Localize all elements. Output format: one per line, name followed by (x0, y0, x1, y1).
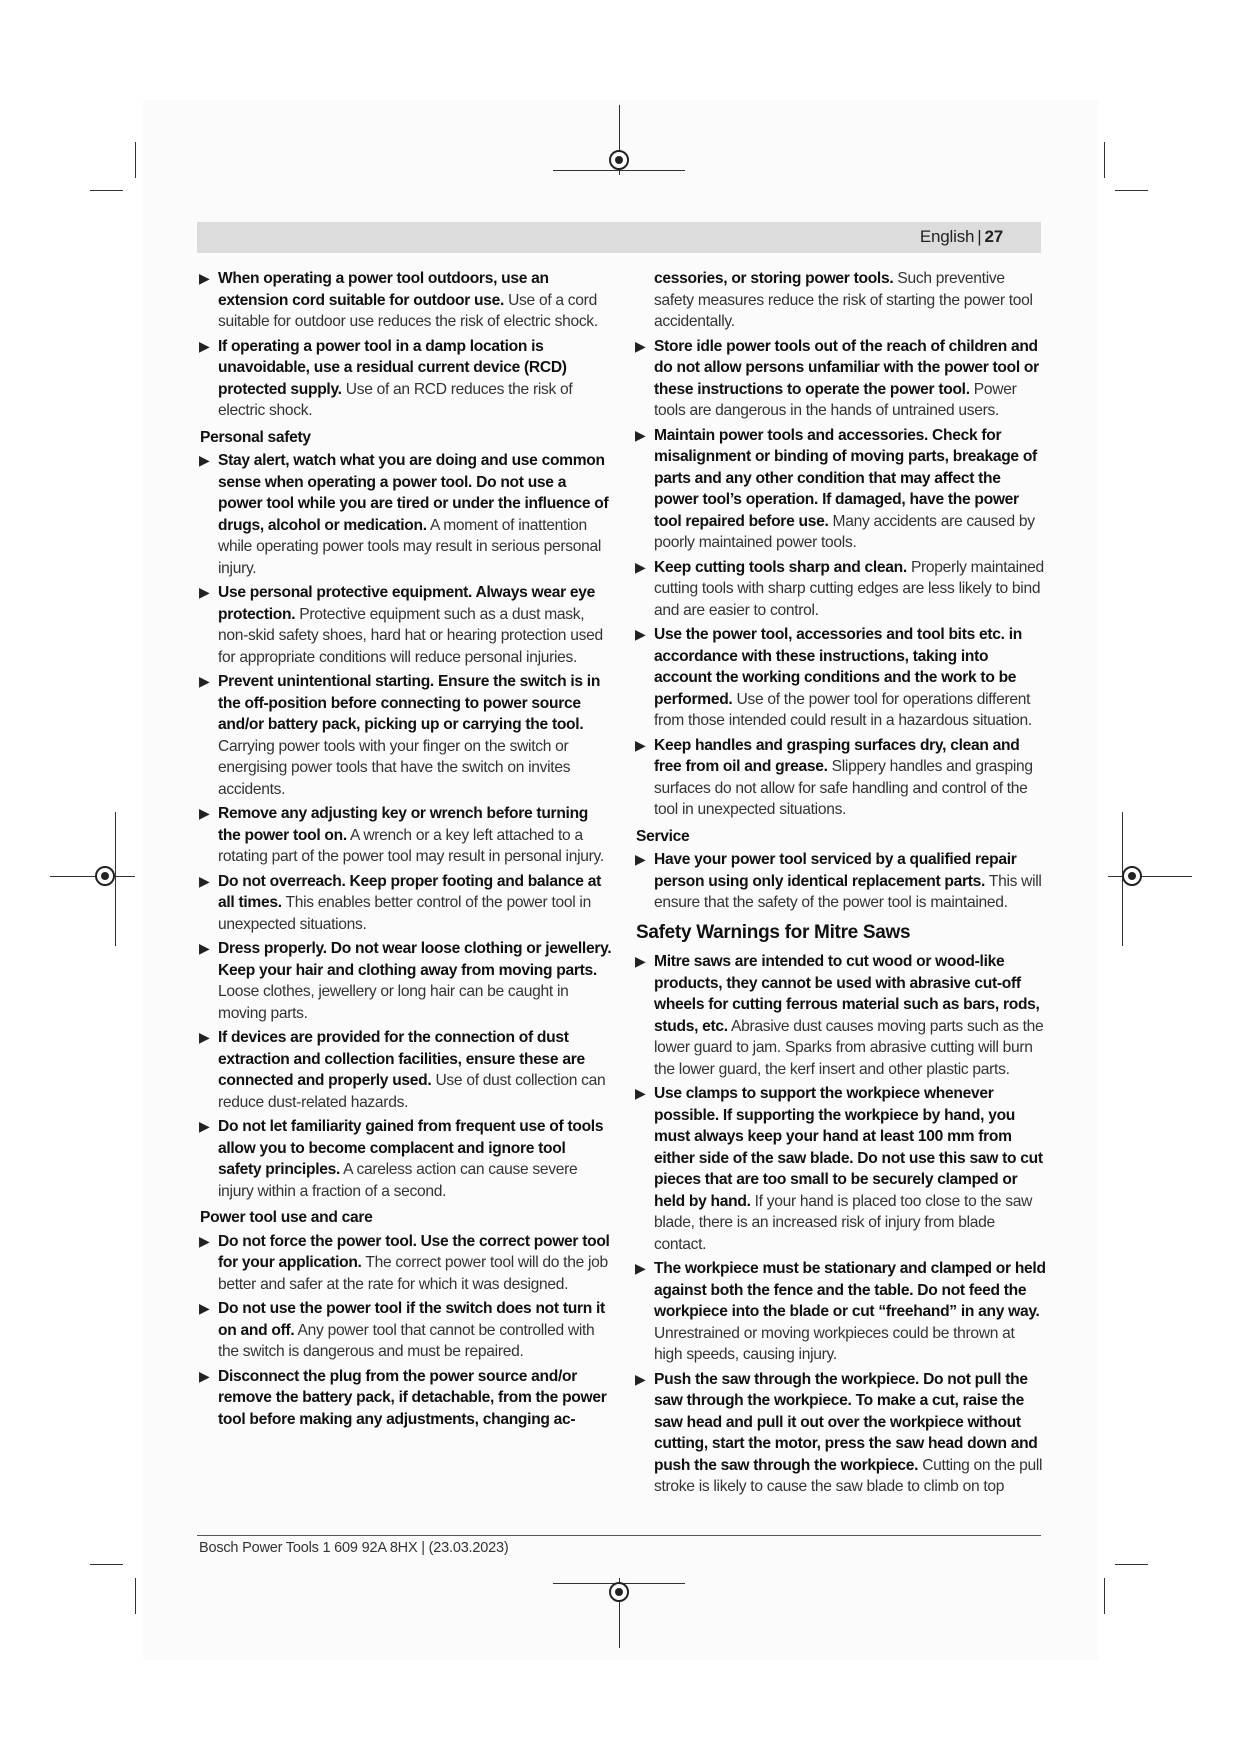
header-language: English (919, 227, 975, 246)
bullet-arrow-icon: ▶ (635, 1085, 646, 1101)
list-item (636, 1083, 1046, 1255)
list-item (636, 624, 1046, 732)
warning-bold-text: Prevent unintentional starting. Ensure the switch is in the off-position before connecting to power source and/or battery pack, picking up or carrying the tool. (218, 673, 601, 733)
header-separator: | (977, 227, 982, 246)
warning-bold-text: Use personal protective equipment. Always wear eye protection. (218, 584, 596, 623)
warning-bold-text: Do not let familiarity gained from frequent use of tools allow you to become complacent and ignore tool safety principles. (218, 1118, 604, 1178)
list-item (636, 951, 1046, 1080)
list-item (200, 1231, 612, 1296)
list-item (200, 1116, 612, 1202)
warning-explanation: Properly maintained cutting tools with sharp cutting edges are less likely to bind and are easier to control. (654, 558, 1044, 619)
bullet-arrow-icon: ▶ (635, 736, 646, 753)
warning-explanation: Many accidents are caused by poorly maintained power tools. (654, 512, 1035, 551)
bullet-arrow-icon: ▶ (199, 1232, 210, 1249)
bullet-arrow-icon: ▶ (199, 872, 210, 889)
list-item (200, 582, 612, 668)
crop-mark (90, 1564, 123, 1565)
warning-explanation: Abrasive dust causes moving parts such as the lower guard to jam. Sparks from abrasive cutting will burn the lower guard, the kerf insert and other plastic parts. (654, 1017, 1044, 1078)
page-number: 27 (984, 227, 1003, 246)
crop-mark (1115, 190, 1148, 191)
bullet-arrow-icon: ▶ (199, 673, 210, 689)
warning-bold-text: Use the power tool, accessories and tool bits etc. in accordance with these instructions, taking into account the working conditions and the work to be performed. (654, 626, 1022, 708)
bullet-arrow-icon: ▶ (635, 851, 646, 867)
list-item (200, 450, 612, 579)
header-label (920, 227, 1003, 247)
registration-target-icon (1122, 866, 1142, 886)
warning-bold-text: Push the saw through the workpiece. Do not pull the saw through the workpiece. To make a cut, raise the saw head and pull it out over the workpiece without cutting, start the motor, press the saw head down and push the saw through the workpiece. (654, 1370, 1038, 1474)
warning-explanation: The correct power tool will do the job better and safer at the rate for which it was designed. (218, 1254, 608, 1293)
warning-bold-text: Store idle power tools out of the reach of children and do not allow persons unfamiliar with the power tool or these instructions to operate the power tool. (654, 337, 1039, 398)
list-item (636, 557, 1046, 622)
registration-line (50, 876, 135, 877)
warning-explanation: Unrestrained or moving workpieces could be thrown at high speeds, causing injury. (654, 1324, 1015, 1363)
warning-bold-text: Remove any adjusting key or wrench before turning the power tool on. (218, 805, 589, 844)
list-item (200, 803, 612, 868)
bullet-arrow-icon: ▶ (635, 953, 646, 969)
subheading-power-tool-use: Power tool use and care (200, 1209, 373, 1226)
warning-explanation: Any power tool that cannot be controlled with the switch is dangerous and must be repaired. (218, 1321, 595, 1360)
list-item (636, 1258, 1046, 1366)
warning-explanation: Power tools are dangerous in the hands of untrained users. (654, 380, 1017, 419)
warning-explanation: Use of a cord suitable for outdoor use reduces the risk of electric shock. (218, 291, 598, 330)
warning-bold-text: The workpiece must be stationary and clamped or held against both the fence and the table. Do not feed the workpiece into the blade or cut “freehand” in any way. (654, 1260, 1046, 1320)
list-item (636, 735, 1046, 821)
list-item (636, 849, 1046, 914)
bullet-arrow-icon: ▶ (199, 1367, 210, 1384)
warning-bold-text: Use clamps to support the workpiece whenever possible. If supporting the workpiece by hand, you must always keep your hand at least 100 mm from either side of the saw blade. Do not use this saw to cut pieces that are too small to be securely clamped or held by hand. (654, 1085, 1043, 1210)
section-title-mitre-saws: Safety Warnings for Mitre Saws (636, 921, 911, 943)
warning-bold-text: Do not use the power tool if the switch does not turn it on and off. (218, 1300, 605, 1339)
warning-explanation: A wrench or a key left attached to a rotating part of the power tool may result in personal injury. (218, 826, 604, 865)
registration-line (115, 812, 116, 946)
crop-mark (1104, 1578, 1105, 1614)
warning-explanation: Loose clothes, jewellery or long hair can be caught in moving parts. (218, 983, 569, 1022)
bullet-arrow-icon: ▶ (199, 584, 210, 600)
bullet-arrow-icon: ▶ (199, 1300, 210, 1316)
warning-explanation: Carrying power tools with your finger on the switch or energising power tools that have the switch on invites accidents. (218, 737, 571, 798)
warning-bold-text: Disconnect the plug from the power source and/or remove the battery pack, if detachable, from the power tool before making any adjustments, changing ac- (218, 1367, 607, 1428)
bullet-arrow-icon: ▶ (199, 1029, 210, 1045)
list-item (200, 1027, 612, 1113)
crop-mark (90, 190, 123, 191)
registration-line (553, 170, 685, 171)
bullet-arrow-icon: ▶ (635, 558, 646, 575)
crop-mark (135, 1578, 136, 1614)
warning-explanation: This enables better control of the power tool in unexpected situations. (218, 894, 591, 933)
list-item-continued (636, 268, 1046, 333)
right-column (636, 268, 1046, 1501)
warning-bold-text: Stay alert, watch what you are doing and use common sense when operating a power tool. Do not use a power tool while you are tired or under the influence of drugs, alcohol or medication. (218, 452, 609, 534)
warning-bold-text: Keep cutting tools sharp and clean. (654, 558, 907, 576)
list-item (200, 938, 612, 1024)
bullet-arrow-icon: ▶ (635, 1370, 646, 1387)
warning-explanation: If your hand is placed too close to the saw blade, there is an increased risk of injury from blade contact. (654, 1192, 1033, 1253)
bullet-arrow-icon: ▶ (199, 337, 210, 354)
warning-bold-text: Maintain power tools and accessories. Check for misalignment or binding of moving parts, breakage of parts and any other condition that may affect the power tool’s operation. If damaged, have the power tool repaired before use. (654, 426, 1037, 530)
subheading-service: Service (636, 827, 690, 845)
bullet-arrow-icon: ▶ (199, 940, 210, 956)
registration-target-icon (95, 866, 115, 886)
warning-explanation: A careless action can cause severe injury within a fraction of a second. (218, 1161, 578, 1200)
list-item (200, 1366, 612, 1431)
bullet-arrow-icon: ▶ (199, 805, 210, 821)
footer-text: Bosch Power Tools 1 609 92A 8HX | (23.03.2023) (199, 1540, 509, 1556)
warning-bold-text: Have your power tool serviced by a qualified repair person using only identical replacement parts. (654, 851, 1017, 890)
warning-explanation: Use of an RCD reduces the risk of electric shock. (218, 380, 573, 419)
bullet-arrow-icon: ▶ (635, 337, 646, 354)
warning-explanation: Such preventive safety measures reduce the risk of starting the power tool accidentally. (654, 270, 1033, 330)
bullet-arrow-icon: ▶ (635, 1260, 646, 1276)
footer-divider (197, 1535, 1041, 1536)
warning-explanation: Cutting on the pull stroke is likely to cause the saw blade to climb on top (654, 1456, 1043, 1495)
page-header (197, 222, 1041, 253)
registration-line (1108, 876, 1192, 877)
list-item (636, 1369, 1046, 1498)
warning-bold-text: If operating a power tool in a damp location is unavoidable, use a residual current device (RCD) protected supply. (218, 337, 567, 398)
warning-bold-text: Keep handles and grasping surfaces dry, clean and free from oil and grease. (654, 736, 1020, 775)
warning-bold-text: Do not force the power tool. Use the correct power tool for your application. (218, 1232, 610, 1271)
warning-bold-text: If devices are provided for the connection of dust extraction and collection facilities, ensure these are connected and properly used. (218, 1029, 585, 1089)
crop-mark (1115, 1564, 1148, 1565)
list-item (636, 336, 1046, 422)
list-item (200, 671, 612, 800)
subheading-personal-safety: Personal safety (200, 428, 311, 446)
list-item (200, 871, 612, 936)
list-item (636, 425, 1046, 554)
list-item (200, 336, 612, 422)
warning-bold-text: Dress properly. Do not wear loose clothing or jewellery. Keep your hair and clothing away from moving parts. (218, 940, 612, 979)
warning-explanation: Use of the power tool for operations different from those intended could result in a hazardous situation. (654, 690, 1032, 729)
list-item (200, 268, 612, 333)
warning-bold-text: Mitre saws are intended to cut wood or wood-like products, they cannot be used with abrasive cut-off wheels for cutting ferrous material such as bars, rods, studs, etc. (654, 953, 1040, 1035)
warning-explanation: Protective equipment such as a dust mask, non-skid safety shoes, hard hat or hearing protection used for appropriate conditions will reduce personal injuries. (218, 605, 603, 666)
left-column (200, 268, 612, 1433)
bullet-arrow-icon: ▶ (199, 452, 210, 468)
warning-explanation: This will ensure that the safety of the power tool is maintained. (654, 872, 1042, 911)
registration-target-icon (609, 1582, 629, 1602)
warning-bold-text: Do not overreach. Keep proper footing and balance at all times. (218, 872, 601, 911)
bullet-arrow-icon: ▶ (635, 626, 646, 642)
bullet-arrow-icon: ▶ (199, 270, 210, 286)
warning-explanation: Slippery handles and grasping surfaces do not allow for safe handling and control of the tool in unexpected situations. (654, 758, 1033, 818)
registration-target-icon (609, 150, 629, 170)
bullet-arrow-icon: ▶ (635, 426, 646, 443)
warning-explanation: A moment of inattention while operating power tools may result in serious personal injury. (218, 516, 602, 577)
warning-explanation: Use of dust collection can reduce dust-related hazards. (218, 1072, 606, 1111)
crop-mark (1104, 142, 1105, 178)
bullet-arrow-icon: ▶ (199, 1118, 210, 1134)
warning-bold-text: cessories, or storing power tools. (654, 270, 894, 287)
list-item (200, 1298, 612, 1363)
warning-bold-text: When operating a power tool outdoors, use an extension cord suitable for outdoor use. (218, 270, 549, 309)
crop-mark (135, 142, 136, 178)
